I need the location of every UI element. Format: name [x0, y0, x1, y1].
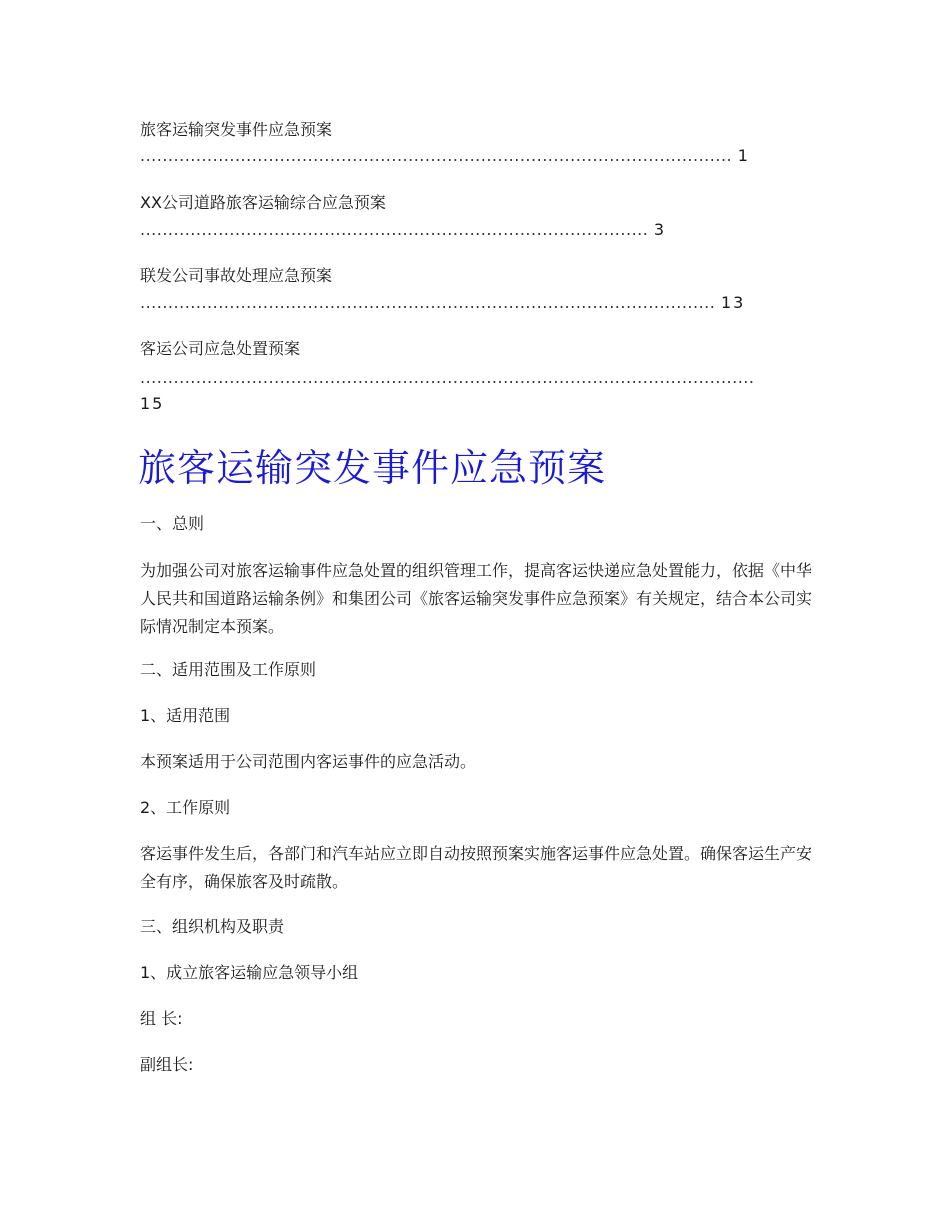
section-heading: 三、组织机构及职责: [140, 917, 285, 936]
toc-entry-leader: [140, 220, 710, 240]
paragraph: 为加强公司对旅客运输事件应急处置的组织管理工作，提高客运快递应急处置能力，依据《中华人民共和国道路运输条例》和集团公司《旅客运输突发事件应急预案》有关规定，结合本公司实际情况制定本预案。: [140, 561, 813, 636]
toc-entry-leader: [140, 146, 800, 166]
toc-page-number[interactable]: 13: [720, 293, 746, 312]
toc-entry-leader: [140, 368, 808, 388]
leader-label: 组 长:: [140, 1009, 183, 1028]
toc-entry-leader: [140, 293, 800, 313]
toc-dot-leader: ...........................................................................................: [140, 220, 649, 239]
paragraph: 本预案适用于公司范围内客运事件的应急活动。: [140, 752, 477, 771]
subsection-heading: 1、适用范围: [140, 706, 231, 725]
subsection-heading: 2、工作原则: [140, 798, 231, 817]
section-heading: 二、适用范围及工作原则: [140, 660, 317, 679]
toc-entry-title[interactable]: XX公司道路旅客运输综合应急预案: [140, 193, 386, 212]
toc-entry-title[interactable]: 旅客运输突发事件应急预案: [140, 120, 333, 139]
document-title: 旅客运输突发事件应急预案: [138, 446, 607, 490]
paragraph: 客运事件发生后，各部门和汽车站应立即自动按照预案实施客运事件应急处置。确保客运生产安全有序，确保旅客及时疏散。: [140, 844, 813, 891]
toc-page-number[interactable]: 1: [737, 146, 750, 165]
section-heading: 一、总则: [140, 514, 205, 533]
toc-dot-leader: ..............................................................................................................: [140, 368, 755, 387]
deputy-leader-label: 副组长:: [140, 1055, 194, 1074]
subsection-heading: 1、成立旅客运输应急领导小组: [140, 963, 359, 982]
toc-dot-leader: .......................................................................................................: [140, 293, 716, 312]
toc-entry-title[interactable]: 客运公司应急处置预案: [140, 339, 301, 358]
toc-page-number[interactable]: 15: [140, 394, 165, 413]
toc-dot-leader: ..........................................................................................................: [140, 146, 733, 165]
toc-entry-title[interactable]: 联发公司事故处理应急预案: [140, 266, 333, 285]
toc-page-number[interactable]: 3: [653, 220, 667, 239]
